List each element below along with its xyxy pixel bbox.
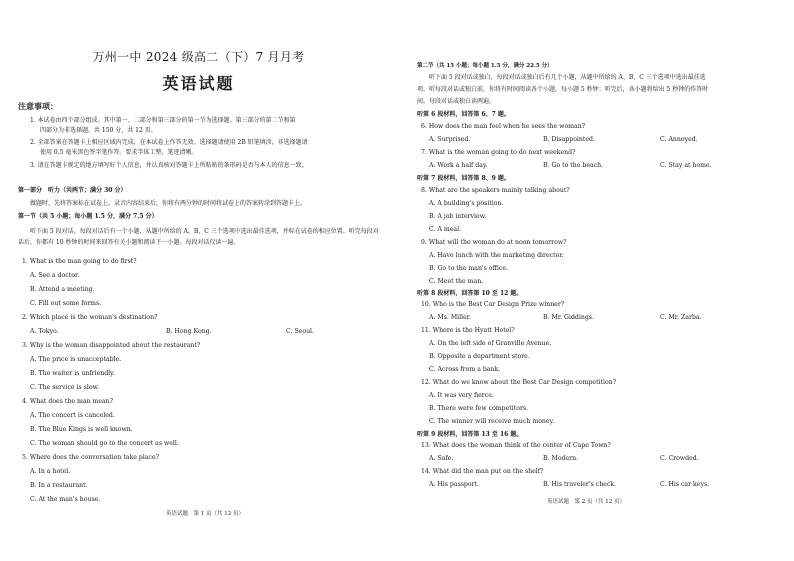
notice-item-2: 2. 全部答案在答题卡上相应区域内完成，在本试卷上作答无效。选择题请使用 2B 铅笔填涂，非选择题请 使用 0.5 毫米黑色签字笔作答。要求字体工整、笔迹清晰。 [30,139,308,156]
notice-heading: 注意事项： [18,101,58,111]
q11-option-c: C. Across from a bank. [429,366,501,373]
q12-option-a: A. It was very fierce. [429,392,494,399]
q11-option-a: A. On the left side of Granville Avenue. [429,340,552,347]
q14-option-b: B. His traveler's check. [543,481,617,488]
page-1-footer: 英语试题 第 1 页（共 12 页） [166,511,244,517]
question-13: 13. What does the woman think of the center of Cape Town? [421,442,611,449]
q6-option-a: A. Surprised. [429,136,471,143]
section2-intro-line-1: 听下面 5 段对话或独白。每段对话或独白后有几个小题，从题中所给的 A、B、C 三个选项中选出最佳选 [429,74,706,81]
exam-title: 万州一中 2024 级高二（下）7 月月考 [92,50,305,64]
question-3: 3. Why is the woman disappointed about the restaurant? [22,342,201,349]
q9-option-c: C. Meet the man. [429,278,484,285]
q2-option-a: A. Tokyo. [30,328,59,335]
q1-option-c: C. Fill out some forms. [30,300,102,307]
q13-option-b: B. Modern. [543,455,579,462]
question-4: 4. What does the man mean? [22,398,113,405]
q2-option-b: B. Hong Kong. [166,328,212,335]
q3-option-c: C. The service is slow. [30,384,100,391]
q9-option-a: A. Have lunch with the marketing director. [429,252,564,259]
q13-option-c: C. Crowded. [660,455,699,462]
q10-option-b: B. Mr. Giddings. [543,314,594,321]
notice-item-1: 1. 本试卷由四个部分组成。其中第一、二部分和第三部分的第一节为选择题。第三部分的第二节和第 四部分为非选择题。共 150 分，共 12 页。 [30,117,296,134]
question-8: 8. What are the speakers mainly talking about? [421,187,570,194]
question-14: 14. What did the man put on the shelf? [421,468,544,475]
question-10: 10. Who is the Best Car Design Prize winner? [421,301,565,308]
section2-intro-line-3: 间。每段对话或独白读两遍。 [417,98,496,105]
q5-option-b: B. In a restaurant. [30,482,88,489]
q13-option-a: A. Safe. [429,455,454,462]
question-12: 12. What do we know about the Best Car Design competition? [421,379,617,386]
q6-option-b: B. Disappointed. [543,136,595,143]
notice-item-3: 3. 请在答题卡规定的地方填写好个人信息，并认真核对答题卡上所粘贴的条形码是否与本人的信息一致。 [30,162,308,169]
q10-option-c: C. Mr. Zarba. [660,314,702,321]
question-11: 11. Where is the Hyatt Hotel? [421,327,515,334]
q11-option-b: B. Opposite a department store. [429,353,530,360]
q3-option-b: B. The waiter is unfriendly. [30,370,115,377]
q1-option-b: B. Attend a meeting. [30,286,95,293]
question-7: 7. What is the woman going to do next weekend? [421,149,576,156]
group-8-label: 听第 8 段材料，回答第 10 至 12 题。 [417,290,523,297]
q3-option-a: A. The price is unacceptable. [30,356,122,363]
q4-option-c: C. The woman should go to the concert as well. [30,440,179,447]
q14-option-a: A. His passport. [429,481,480,488]
question-6: 6. How does the man feel when he sees the woman? [421,123,586,130]
part1-heading: 第一部分 听力（共两节；满分 30 分） [18,187,127,194]
q12-option-b: B. There were few competitors. [429,405,529,412]
q8-option-c: C. A meal. [429,226,462,233]
q10-option-a: A. Ms. Miller. [429,314,472,321]
q7-option-a: A. Work a half day. [429,162,488,169]
q5-option-a: A. In a hotel. [30,468,71,475]
q7-option-b: B. Go to the beach. [543,162,604,169]
page-2-footer: 英语试题 第 2 页（共 12 页） [547,499,625,505]
q5-option-c: C. At the man's house. [30,496,101,503]
q6-option-c: C. Annoyed. [660,136,698,143]
section1-heading: 第一节（共 5 小题；每小题 1.5 分，满分 7.5 分） [18,213,158,220]
q1-option-a: A. See a doctor. [30,272,80,279]
q14-option-c: C. His car keys. [660,481,710,488]
q8-option-b: B. A job interview. [429,213,487,220]
q8-option-a: A. A building's position. [429,200,504,207]
question-2: 2. Which place is the woman's destination? [22,314,158,321]
section1-intro: 听下面 5 段对话。每段对话后有一个小题，从题中所给的 A、B、C 三个选项中选出最佳选项，并标在试卷的相应位置。听完每段对话后，你都有 10 秒钟的时间来回答有关小题和阅读下一小题。每段对话仅读一遍。 [18,228,379,246]
exam-page-2 [397,0,794,561]
q7-option-c: C. Stay at home. [660,162,712,169]
question-1: 1. What is the man going to do first? [22,258,137,265]
question-9: 9. What will the woman do at noon tomorrow? [421,239,567,246]
section2-heading: 第二节（共 15 小题；每小题 1.5 分，满分 22.5 分） [417,63,553,69]
q4-option-b: B. The Blue Kings is well known. [30,426,133,433]
q9-option-b: B. Go to the man's office. [429,265,508,272]
q12-option-c: C. The winner will receive much money. [429,418,555,425]
q4-option-a: A. The concert is canceled. [30,412,115,419]
group-9-label: 听第 9 段材料，回答第 13 至 16 题。 [417,431,523,438]
group-6-label: 听第 6 段材料，回答第 6、7 题。 [417,111,510,118]
group-7-label: 听第 7 段材料，回答第 8、9 题。 [417,175,510,182]
part1-intro: 做题时，先将答案标在试卷上。录音内容结束后，你将有两分钟的时间将试卷上的答案转涂到答题卡上。 [30,200,307,207]
question-5: 5. Where does the conversation take place? [22,454,159,461]
q2-option-c: C. Seoul. [286,328,315,335]
section2-intro-line-2: 项。听每段对话或独白前，你将有时间阅读各个小题，每小题 5 秒钟；听完后，各小题将给出 5 秒钟的作答时 [417,86,709,93]
exam-subtitle: 英语试题 [162,74,235,93]
